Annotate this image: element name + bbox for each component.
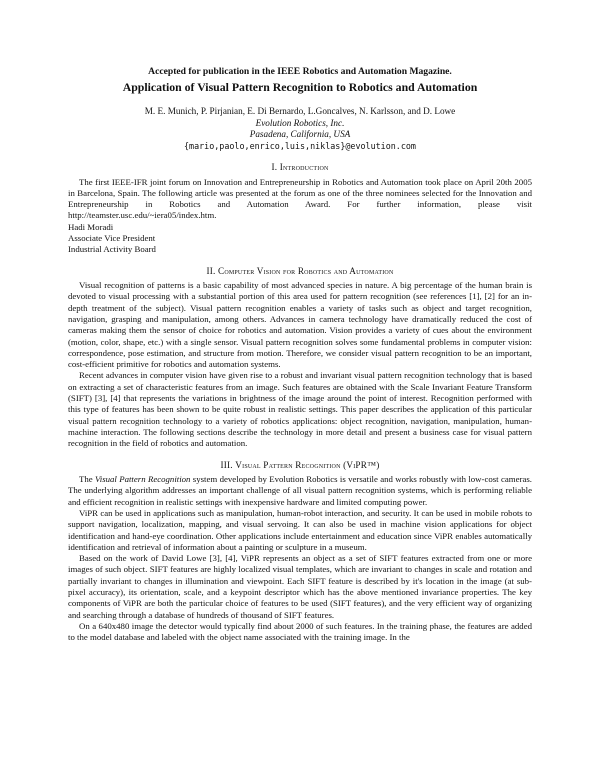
body-paragraph: ViPR can be used in applications such as manipulation, human-robot interaction, and security. It can be used in mobile robots to support navigation, localization, mapping, and visual servoing. It can also be used in machine vision applications for object identification and hand-eye coordination. Other applications include entertainment and education since ViPR enables automatically identification and retrieval of information about a painting or sculpture in a museum.: [68, 507, 532, 552]
section-number: I.: [271, 162, 278, 172]
text-run: The: [79, 474, 96, 485]
section-heading-introduction: [68, 162, 532, 174]
section-number: III.: [220, 459, 233, 470]
body-paragraph: Based on the work of David Lowe [3], [4], ViPR represents an object as a set of SIFT features extracted from one or more images of such object. SIFT features are highly localized visual templates, which are invariant to changes in scale and rotation and partially invariant to changes in illumination and viewpoint. Each SIFT feature is described by it's location in the image (at sub-pixel accuracy), its orientation, scale, and a keypoint descriptor which has the above mentioned invariance properties. The key components of ViPR are both the particular choice of features to be used (SIFT features), and the very efficient way of organizing and searching through a database of hundreds of thousand of SIFT features.: [68, 553, 532, 620]
paper-title: Application of Visual Pattern Recognition to Robotics and Automation: [122, 80, 478, 94]
signature-name: Hadi Moradi: [68, 221, 114, 232]
intro-paragraph: The first IEEE-IFR joint forum on Innovation and Entrepreneurship in Robotics and Automation took place on April 20th 2005 in Barcelona, Spain. The following article was presented at the forum as one of the three nominees selected for the Innovation and Entrepreneurship in Robotics and Automation Award. For further information, please visit http://teamster.usc.edu/~iera05/index.htm.: [68, 176, 532, 221]
body-paragraph: Recent advances in computer vision have given rise to a robust and invariant visual pattern recognition technology that is based on extracting a set of characteristic features from an image. Such features are obtained with the Scale Invariant Feature Transform (SIFT) [3], [4] that represents the variations in brightness of the image around the point of interest. Recognition performed with this type of features has been shown to be quite robust in realistic settings. This paper describes the application of this particular visual pattern recognition technology to a variety of robotics applications: object recognition, navigation, manipulation, human-machine interaction. The following sections describe the technology in more detail and present a business case for visual pattern recognition in the field of robotics and automation.: [68, 370, 532, 449]
publication-note: Accepted for publication in the IEEE Robotics and Automation Magazine.: [148, 66, 452, 77]
author-list: M. E. Munich, P. Pirjanian, E. Di Bernardo, L.Goncalves, N. Karlsson, and D. Lowe: [144, 106, 456, 116]
author-emails: {mario,paolo,enrico,luis,niklas}@evolution.com: [184, 140, 416, 151]
text-run: system developed by Evolution Robotics is versatile and works robustly with low-cost cameras. The underlying algorithm addresses an important challenge of all visual pattern recognition systems, which is performing reliable and efficient recognition in realistic settings with inexpensive hardware and limited computing power.: [68, 474, 532, 507]
section-heading-vipr: [68, 460, 532, 472]
section-number: II.: [206, 265, 216, 276]
section-title: Visual Pattern Recognition (ViPR™): [235, 459, 380, 470]
body-paragraph: Visual recognition of patterns is a basic capability of most advanced species in nature. A big percentage of the human brain is devoted to visual processing with a substantial portion of this area used for pattern recognition (see references [1], [2] for an in-depth treatment of the subject). Visual pattern recognition enables a variety of tasks such as object and target recognition, navigation, grasping and manipulation, among others. Advances in camera technology have dramatically reduced the cost of cameras making them the sensor of choice for robotics and automation. Vision provides a variety of cues about the environment (motion, color, shape, etc.) with a single sensor. Visual pattern recognition solves some fundamental problems in computer vision: correspondence, pose estimation, and structure from motion. Therefore, we consider visual pattern recognition to be an important, cost-efficient primitive for robotics and automation systems.: [68, 280, 532, 370]
section-title: Computer Vision for Robotics and Automation: [218, 265, 394, 276]
emphasized-term: Visual Pattern Recognition: [95, 474, 191, 485]
section-title: Introduction: [279, 162, 329, 172]
affiliation-org: Evolution Robotics, Inc.: [255, 117, 345, 128]
section-heading-computer-vision: [68, 266, 532, 278]
signature-title: Associate Vice President: [68, 232, 156, 243]
body-paragraph: On a 640x480 image the detector would typically find about 2000 of such features. In the training phase, the features are added to the model database and labeled with the object name associated with the training image. In the: [68, 620, 532, 643]
affiliation-location: Pasadena, California, USA: [249, 129, 351, 139]
signature-board: Industrial Activity Board: [68, 244, 156, 255]
body-paragraph: [68, 474, 532, 508]
